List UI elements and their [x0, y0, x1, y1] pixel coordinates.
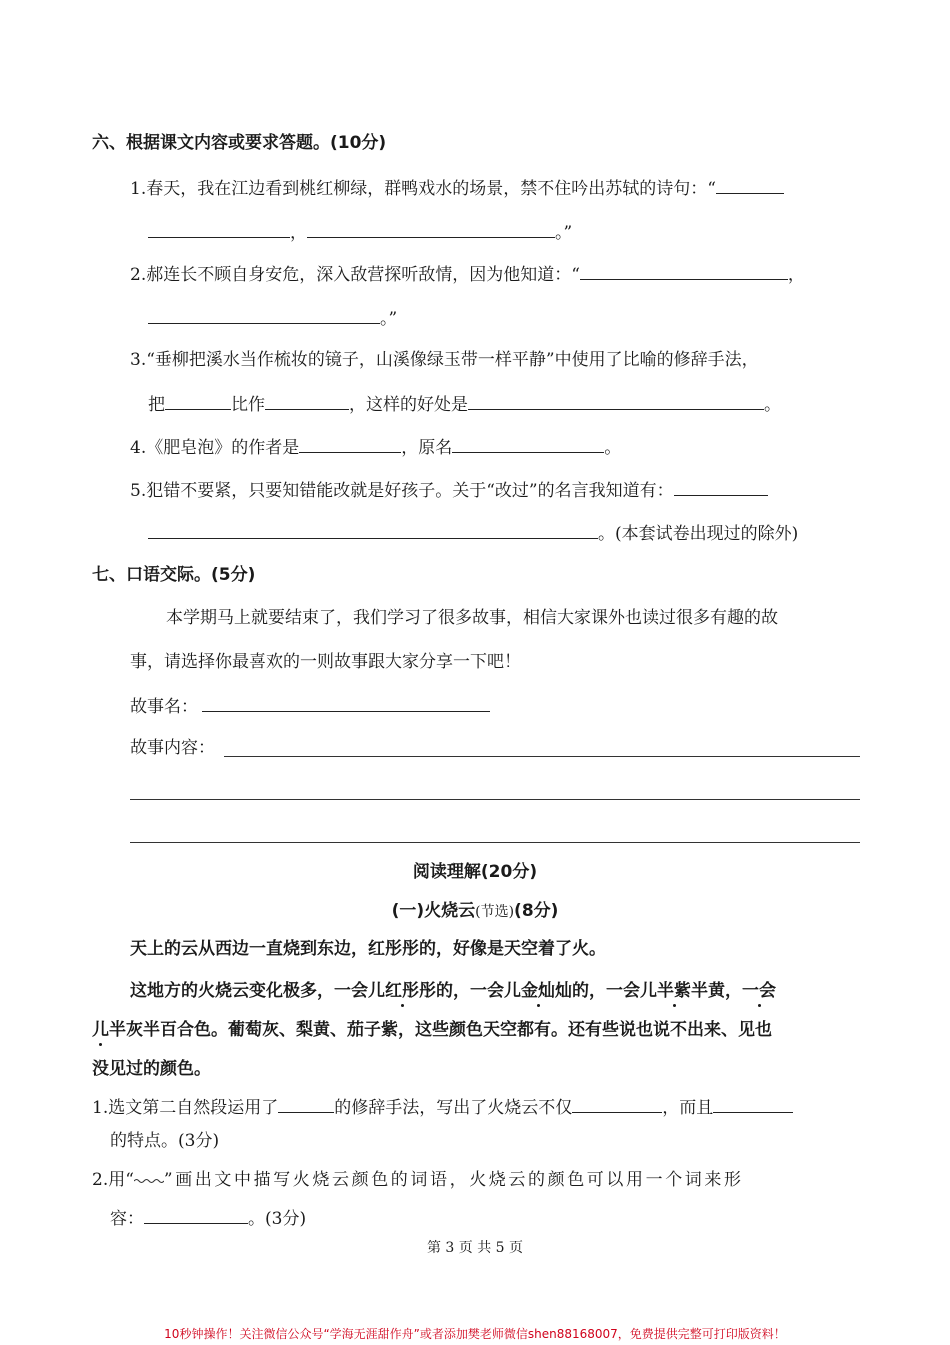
reading-subheading — [0, 899, 950, 924]
question-6-1 — [130, 175, 784, 201]
question-6-3-cont — [148, 391, 781, 417]
section-7-paragraph-2: 事，请选择你最喜欢的一则故事跟大家分享一下吧！ — [130, 652, 521, 672]
reading-question-2 — [92, 1168, 744, 1192]
text: 把 — [148, 395, 165, 415]
text: ，原名 — [401, 438, 453, 458]
passage-paragraph-2 — [130, 979, 776, 1003]
story-name-row — [130, 693, 490, 719]
answer-blank[interactable] — [148, 219, 290, 238]
answer-blank[interactable] — [468, 391, 764, 410]
dotted-text: 儿 — [92, 1020, 109, 1040]
story-name-label: 故事名： — [130, 697, 198, 717]
question-6-3 — [130, 348, 759, 372]
text: 这地方的火烧云变化极多， — [130, 981, 334, 1001]
question-6-5 — [130, 477, 768, 503]
answer-blank[interactable] — [716, 175, 784, 194]
section-7-score: (5分) — [211, 565, 256, 585]
answer-blank[interactable] — [165, 391, 231, 410]
dotted-text: 一会儿红彤彤的， — [334, 981, 470, 1001]
section-7-paragraph-1: 本学期马上就要结束了，我们学习了很多故事，相信大家课外也读过很多有趣的故 — [166, 608, 778, 628]
passage-title: (一)火烧云 — [391, 901, 476, 921]
answer-blank[interactable] — [674, 477, 768, 496]
dotted-text: 一会 — [742, 981, 776, 1001]
story-name-blank[interactable] — [202, 693, 490, 712]
answer-blank[interactable] — [278, 1094, 334, 1113]
question-6-1-text: 1.春天，我在江边看到桃红柳绿，群鸭戏水的场景，禁不住吟出苏轼的诗句：“ — [130, 179, 716, 199]
question-6-3-text: 3.“垂柳把溪水当作梳妆的镜子，山溪像绿玉带一样平静”中使用了比喻的修辞手法， — [130, 350, 759, 370]
text: 。(3分) — [248, 1209, 307, 1229]
question-6-2-cont — [148, 305, 397, 331]
section-6-heading — [92, 131, 386, 155]
text: 容： — [110, 1209, 144, 1229]
story-content-label: 故事内容： — [130, 738, 215, 758]
story-content-line[interactable] — [130, 799, 860, 800]
question-6-4 — [130, 434, 621, 460]
passage-paragraph-2-end: 没见过的颜色。 — [92, 1059, 211, 1079]
answer-blank[interactable] — [713, 1094, 793, 1113]
section-6-title: 六、根据课文内容或要求答题。 — [92, 133, 330, 153]
text: 。 — [764, 395, 781, 415]
question-6-1-cont — [148, 219, 572, 245]
text: 。(本套试卷出现过的除外) — [598, 524, 799, 544]
reading-question-2-cont — [110, 1205, 306, 1231]
answer-blank[interactable] — [148, 520, 598, 539]
reading-heading — [0, 860, 950, 884]
text: 5.犯错不要紧，只要知错能改就是好孩子。关于“改过”的名言我知道有： — [130, 481, 674, 501]
quote-end: 。” — [555, 223, 573, 243]
reading-question-1 — [92, 1094, 793, 1120]
separator: ， — [787, 265, 805, 285]
separator: ， — [290, 223, 307, 243]
text: 4.《肥皂泡》的作者是 — [130, 438, 300, 458]
answer-blank[interactable] — [580, 261, 788, 280]
question-6-2-text: 2.郝连长不顾自身安危，深入敌营探听敌情，因为他知道：“ — [130, 265, 580, 285]
text: 2.用“ — [92, 1170, 134, 1190]
text: ”画出文中描写火烧云颜色的词语，火烧云的颜色可以用一个词来形 — [163, 1170, 744, 1190]
text: 1.选文第二自然段运用了 — [92, 1098, 279, 1118]
passage-score: (8分) — [514, 901, 559, 921]
question-6-2 — [130, 261, 805, 287]
question-6-5-cont — [148, 520, 798, 546]
text: 半灰半百合色。葡萄灰、梨黄、茄子紫，这些颜色天空都有。还有些说也说不出来、见也 — [109, 1020, 772, 1040]
text: 。 — [604, 438, 622, 458]
dotted-text: 一会儿半紫半黄， — [606, 981, 742, 1001]
page-number: 第 3 页 共 5 页 — [426, 1240, 524, 1256]
passage-note: (节选) — [475, 904, 515, 920]
text: 的修辞手法，写出了火烧云不仅 — [334, 1098, 573, 1118]
section-7-title: 七、口语交际。 — [92, 565, 211, 585]
passage-paragraph-1: 天上的云从西边一直烧到东边，红彤彤的，好像是天空着了火。 — [130, 939, 606, 959]
quote-end: 。” — [380, 309, 398, 329]
wavy-underline-icon — [134, 1177, 164, 1185]
answer-blank[interactable] — [299, 434, 401, 453]
answer-blank[interactable] — [572, 1094, 662, 1113]
text: ，这样的好处是 — [349, 395, 468, 415]
text: 比作 — [231, 395, 265, 415]
reading-score: (20分) — [480, 862, 538, 882]
dotted-text: 一会儿金灿灿的， — [470, 981, 606, 1001]
promo-banner: 10秒钟操作！关注微信公众号“学海无涯甜作舟”或者添加樊老师微信shen88168007，免费提供完整可打印版资料！ — [164, 1327, 786, 1341]
story-content-line[interactable] — [130, 842, 860, 843]
answer-blank[interactable] — [144, 1205, 248, 1224]
passage-paragraph-2-cont — [92, 1018, 772, 1042]
answer-blank[interactable] — [307, 219, 555, 238]
answer-blank[interactable] — [452, 434, 604, 453]
text: ，而且 — [662, 1098, 714, 1118]
answer-blank[interactable] — [148, 305, 380, 324]
reading-title: 阅读理解 — [412, 862, 481, 882]
story-content-line[interactable] — [224, 756, 860, 757]
section-6-score: (10分) — [330, 133, 387, 153]
reading-question-1-cont: 的特点。(3分) — [110, 1131, 220, 1151]
answer-blank[interactable] — [265, 391, 349, 410]
section-7-heading — [92, 563, 255, 587]
